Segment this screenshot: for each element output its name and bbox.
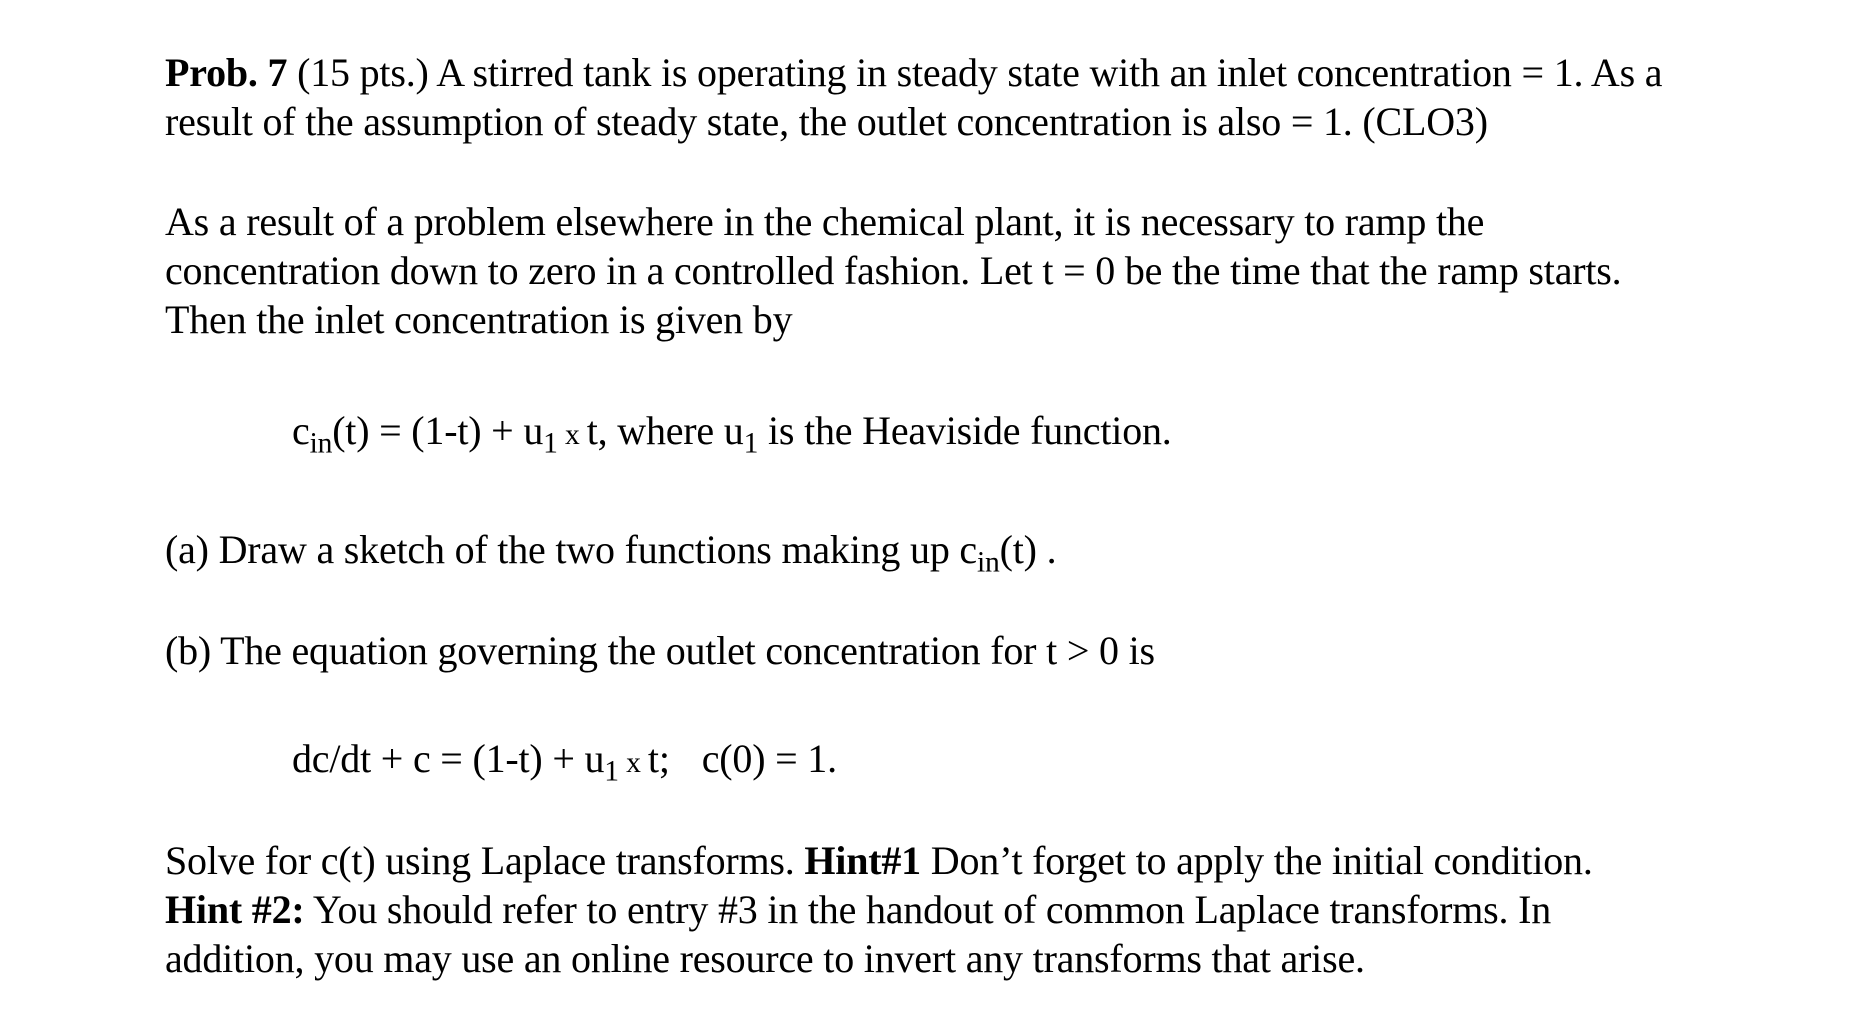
- eq1-times: x: [557, 419, 587, 451]
- problem-header-text: (15 pts.) A stirred tank is operating in steady state with an inlet concentration = 1. As a: [287, 50, 1663, 95]
- inlet-concentration-equation: [292, 407, 1172, 459]
- eq2-u-subscript: 1: [604, 755, 619, 788]
- part-a-text-end: (t) .: [999, 527, 1057, 572]
- paragraph-2-line-2: concentration down to zero in a controlled fashion. Let t = 0 be the time that the ramp starts.: [165, 248, 1622, 293]
- part-a-text: (a) Draw a sketch of the two functions making up c: [165, 527, 977, 572]
- eq2-initial-condition: c(0) = 1.: [701, 736, 837, 781]
- part-a-c-subscript: in: [976, 546, 1000, 579]
- part-a: [165, 526, 1057, 579]
- solve-text: Solve for c(t) using Laplace transforms.: [165, 838, 805, 883]
- solve-line-3: addition, you may use an online resource to invert any transforms that arise.: [165, 936, 1365, 981]
- eq1-u-subscript: 1: [543, 427, 558, 460]
- problem-header-line: [165, 49, 1662, 97]
- paragraph-2-line-1: As a result of a problem elsewhere in the chemical plant, it is necessary to ramp the: [165, 199, 1485, 244]
- outlet-ode-equation: [292, 735, 837, 787]
- part-b: (b) The equation governing the outlet concentration for t > 0 is: [165, 628, 1155, 673]
- eq1-part1: (t) = (1-t) + u: [332, 408, 544, 453]
- problem-label: Prob. 7: [165, 50, 288, 95]
- hint-2-label: Hint #2:: [165, 887, 305, 932]
- solve-line-1: [165, 837, 1593, 885]
- problem-line-2: result of the assumption of steady state, the outlet concentration is also = 1. (CLO3): [165, 99, 1488, 144]
- eq1-part2: t, where u: [586, 408, 744, 453]
- eq1-c-subscript: in: [309, 427, 333, 460]
- hint-1-text: Don’t forget to apply the initial condition.: [920, 838, 1593, 883]
- eq1-part3: is the Heaviside function.: [758, 408, 1172, 453]
- hint-2-text: You should refer to entry #3 in the handout of common Laplace transforms. In: [304, 887, 1552, 932]
- eq1-c: c: [292, 408, 310, 453]
- paragraph-2-line-3: Then the inlet concentration is given by: [165, 297, 793, 342]
- eq2-part2: t;: [647, 736, 670, 781]
- solve-line-2: [165, 886, 1551, 934]
- eq2-part1: dc/dt + c = (1-t) + u: [292, 736, 605, 781]
- hint-1-label: Hint#1: [804, 838, 921, 883]
- eq2-times: x: [618, 747, 648, 779]
- eq1-u-subscript-2: 1: [743, 427, 759, 460]
